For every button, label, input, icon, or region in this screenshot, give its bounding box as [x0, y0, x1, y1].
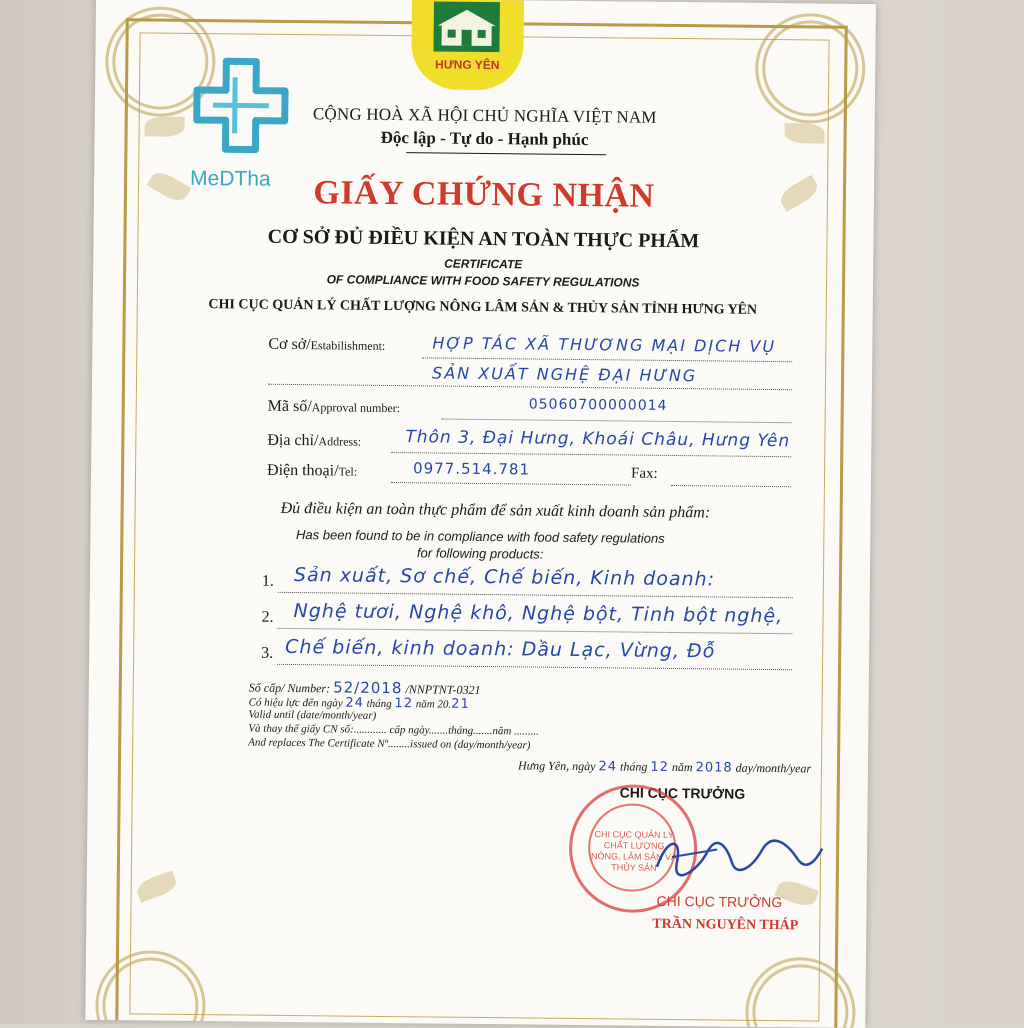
certificate-english: CERTIFICATE	[444, 256, 523, 272]
compliance-english: Has been found to be in compliance with food safety regulations	[296, 527, 665, 546]
handwritten-signature	[647, 827, 828, 889]
valid-month: 12	[394, 696, 414, 712]
valid-year: 21	[451, 696, 470, 712]
issuing-agency: CHI CỤC QUẢN LÝ CHẤT LƯỢNG NÔNG LÂM SẢN & THỦY SẢN TỈNH HƯNG YÊN	[208, 297, 758, 318]
issue-month: 12	[650, 759, 670, 775]
logo-text: MeDTha	[189, 166, 271, 191]
valid-until-line: Có hiệu lực đến ngày 24 tháng 12 năm 20.21	[248, 695, 470, 712]
compliance-vietnamese: Đủ điều kiện an toàn thực phẩm để sản xuất kinh doanh sản phẩm:	[280, 499, 711, 522]
pagoda-icon	[433, 1, 500, 52]
valid-until-english: Valid until (date/month/year)	[248, 708, 377, 722]
issue-date-line: Hưng Yên, ngày 24 tháng 12 năm 2018 day/month/year	[517, 758, 812, 776]
product-number: 1.	[261, 572, 274, 590]
address-label: Địa chỉ/Address:	[267, 431, 362, 450]
chief-title-bottom: CHI CỤC TRƯỞNG	[656, 892, 783, 911]
emblem-label: HƯNG YÊN	[435, 57, 500, 73]
establishment-value-1: HỢP TÁC XÃ THƯƠNG MẠI DỊCH VỤ	[432, 333, 777, 357]
issue-day: 24	[598, 759, 618, 775]
product-item: Nghệ tươi, Nghệ khô, Nghệ bột, Tinh bột nghệ,	[293, 600, 784, 628]
replaces-english: And replaces The Certificate Nº........issued on (day/month/year)	[248, 736, 531, 752]
replaces-vietnamese: Và thay thế giấy CN số:............ cấp ngày.......tháng.......năm .........	[248, 722, 539, 738]
cert-number-line: Số cấp/ Number: 52/2018 /NNPTNT-0321	[248, 678, 481, 698]
hung-yen-emblem	[411, 0, 524, 90]
approval-value: 05060700000014	[528, 396, 668, 414]
fax-label: Fax:	[630, 465, 658, 482]
product-number: 3.	[261, 644, 274, 662]
chief-name: TRẦN NGUYÊN THÁP	[652, 916, 799, 934]
approval-label: Mã số/Approval number:	[267, 397, 401, 416]
product-number: 2.	[261, 608, 274, 626]
certificate-subtitle: CƠ SỞ ĐỦ ĐIỀU KIỆN AN TOÀN THỰC PHẨM	[267, 225, 700, 253]
tel-value: 0977.514.781	[412, 459, 531, 479]
motto: Độc lập - Tự do - Hạnh phúc	[380, 127, 589, 150]
nation-heading: CỘNG HOÀ XÃ HỘI CHỦ NGHĨA VIỆT NAM	[312, 104, 657, 127]
chief-title-top: CHI CỤC TRƯỞNG	[619, 784, 746, 802]
valid-day: 24	[345, 695, 364, 711]
issue-year: 2018	[695, 760, 733, 776]
establishment-value-2: SẢN XUẤT NGHỆ ĐẠI HƯNG	[431, 363, 698, 386]
certificate-title: GIẤY CHỨNG NHẬN	[313, 174, 655, 215]
product-item: Chế biến, kinh doanh: Dầu Lạc, Vừng, Đỗ	[285, 635, 716, 663]
ornament-top-right	[755, 13, 866, 124]
certificate-page	[85, 0, 876, 1028]
tel-label: Điện thoại/Tel:	[266, 461, 358, 480]
establishment-label: Cơ sở/Estabilishment:	[268, 335, 386, 354]
product-item: Sản xuất, Sơ chế, Chế biến, Kinh doanh:	[293, 564, 716, 591]
address-value: Thôn 3, Đại Hưng, Khoái Châu, Hưng Yên	[405, 427, 791, 452]
certificate-english-2: OF COMPLIANCE WITH FOOD SAFETY REGULATIONS	[326, 272, 640, 290]
compliance-english-2: for following products:	[416, 545, 544, 562]
seal-text: CHI CỤC QUẢN LÝ CHẤT LƯỢNG NÔNG, LÂM SẢN VÀ THỦY SẢN	[590, 829, 678, 873]
cert-number-value: 52/2018	[333, 678, 403, 698]
